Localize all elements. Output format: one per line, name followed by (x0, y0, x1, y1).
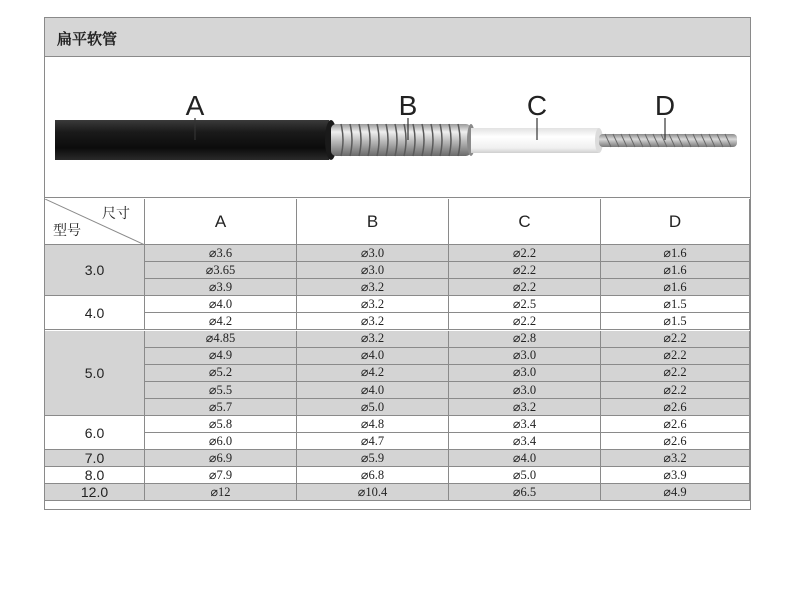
table-cell: ⌀3.9 (601, 467, 750, 484)
table-cell: ⌀3.0 (449, 348, 601, 365)
header-col-d: D (601, 199, 750, 245)
cable-diagram (45, 58, 750, 198)
header-model-label: 型号 (53, 223, 81, 239)
table-cell: ⌀2.6 (601, 416, 750, 433)
model-cell: 5.0 (45, 331, 145, 417)
table-cell: ⌀6.9 (145, 450, 297, 467)
cable-layer-d (599, 134, 737, 147)
table-cell: ⌀1.6 (601, 262, 750, 279)
table-cell: ⌀12 (145, 484, 297, 501)
table-cell: ⌀3.65 (145, 262, 297, 279)
table-cell: ⌀2.6 (601, 399, 750, 416)
header-col-b: B (297, 199, 449, 245)
cable-illustration (45, 58, 750, 198)
cable-label-b: B (398, 90, 418, 121)
table-cell: ⌀1.5 (601, 296, 750, 313)
model-cell: 8.0 (45, 467, 145, 484)
table-cell: ⌀3.2 (449, 399, 601, 416)
header-col-a: A (145, 199, 297, 245)
table-cell: ⌀5.7 (145, 399, 297, 416)
cable-label-a: A (185, 90, 205, 121)
table-cell: ⌀2.2 (601, 382, 750, 399)
table-cell: ⌀2.2 (449, 262, 601, 279)
table-cell: ⌀2.6 (601, 433, 750, 450)
table-cell: ⌀3.6 (145, 245, 297, 262)
table-cell: ⌀3.0 (449, 382, 601, 399)
table-cell: ⌀4.2 (297, 365, 449, 382)
header-diagonal-cell (45, 199, 145, 245)
model-cell: 12.0 (45, 484, 145, 501)
table-cell: ⌀2.2 (449, 313, 601, 330)
table-cell: ⌀3.4 (449, 416, 601, 433)
table-cell: ⌀6.8 (297, 467, 449, 484)
table-cell: ⌀4.2 (145, 313, 297, 330)
cable-layer-a (55, 120, 337, 160)
table-cell: ⌀6.5 (449, 484, 601, 501)
table-cell: ⌀5.0 (297, 399, 449, 416)
table-cell: ⌀7.9 (145, 467, 297, 484)
table-cell: ⌀4.0 (297, 348, 449, 365)
table-cell: ⌀5.0 (449, 467, 601, 484)
table-cell: ⌀3.2 (297, 331, 449, 348)
table-cell: ⌀3.9 (145, 279, 297, 296)
table-cell: ⌀5.2 (145, 365, 297, 382)
model-cell: 7.0 (45, 450, 145, 467)
table-cell: ⌀5.8 (145, 416, 297, 433)
cable-label-d: D (654, 90, 676, 121)
table-cell: ⌀10.4 (297, 484, 449, 501)
table-cell: ⌀4.0 (449, 450, 601, 467)
page-title: 扁平软管 (57, 30, 118, 48)
model-cell: 3.0 (45, 245, 145, 296)
table-cell: ⌀1.6 (601, 245, 750, 262)
table-cell: ⌀1.5 (601, 313, 750, 330)
table-cell: ⌀4.85 (145, 331, 297, 348)
table-cell: ⌀2.2 (601, 348, 750, 365)
header-col-c: C (449, 199, 601, 245)
table-cell: ⌀3.0 (449, 365, 601, 382)
cable-label-c: C (526, 90, 548, 121)
header-size-label: 尺寸 (102, 206, 130, 222)
table-cell: ⌀2.5 (449, 296, 601, 313)
model-cell: 6.0 (45, 416, 145, 450)
table-cell: ⌀4.0 (145, 296, 297, 313)
table-cell: ⌀2.2 (601, 365, 750, 382)
table-cell: ⌀3.2 (297, 279, 449, 296)
title-bar (45, 18, 750, 57)
table-cell: ⌀2.2 (449, 245, 601, 262)
table-cell: ⌀2.8 (449, 331, 601, 348)
table-cell: ⌀4.0 (297, 382, 449, 399)
table-cell: ⌀5.9 (297, 450, 449, 467)
table-cell: ⌀4.7 (297, 433, 449, 450)
table-cell: ⌀2.2 (601, 331, 750, 348)
table-cell: ⌀4.9 (145, 348, 297, 365)
cable-layer-b (331, 124, 475, 156)
table-cell: ⌀3.0 (297, 262, 449, 279)
table-cell: ⌀3.4 (449, 433, 601, 450)
table-cell: ⌀6.0 (145, 433, 297, 450)
table-cell: ⌀4.9 (601, 484, 750, 501)
model-cell: 4.0 (45, 296, 145, 330)
table-cell: ⌀3.2 (601, 450, 750, 467)
table-cell: ⌀3.2 (297, 296, 449, 313)
spec-table-frame (44, 17, 751, 510)
table-cell: ⌀4.8 (297, 416, 449, 433)
table-cell: ⌀5.5 (145, 382, 297, 399)
table-cell: ⌀1.6 (601, 279, 750, 296)
table-cell: ⌀2.2 (449, 279, 601, 296)
table-cell: ⌀3.2 (297, 313, 449, 330)
table-cell: ⌀3.0 (297, 245, 449, 262)
